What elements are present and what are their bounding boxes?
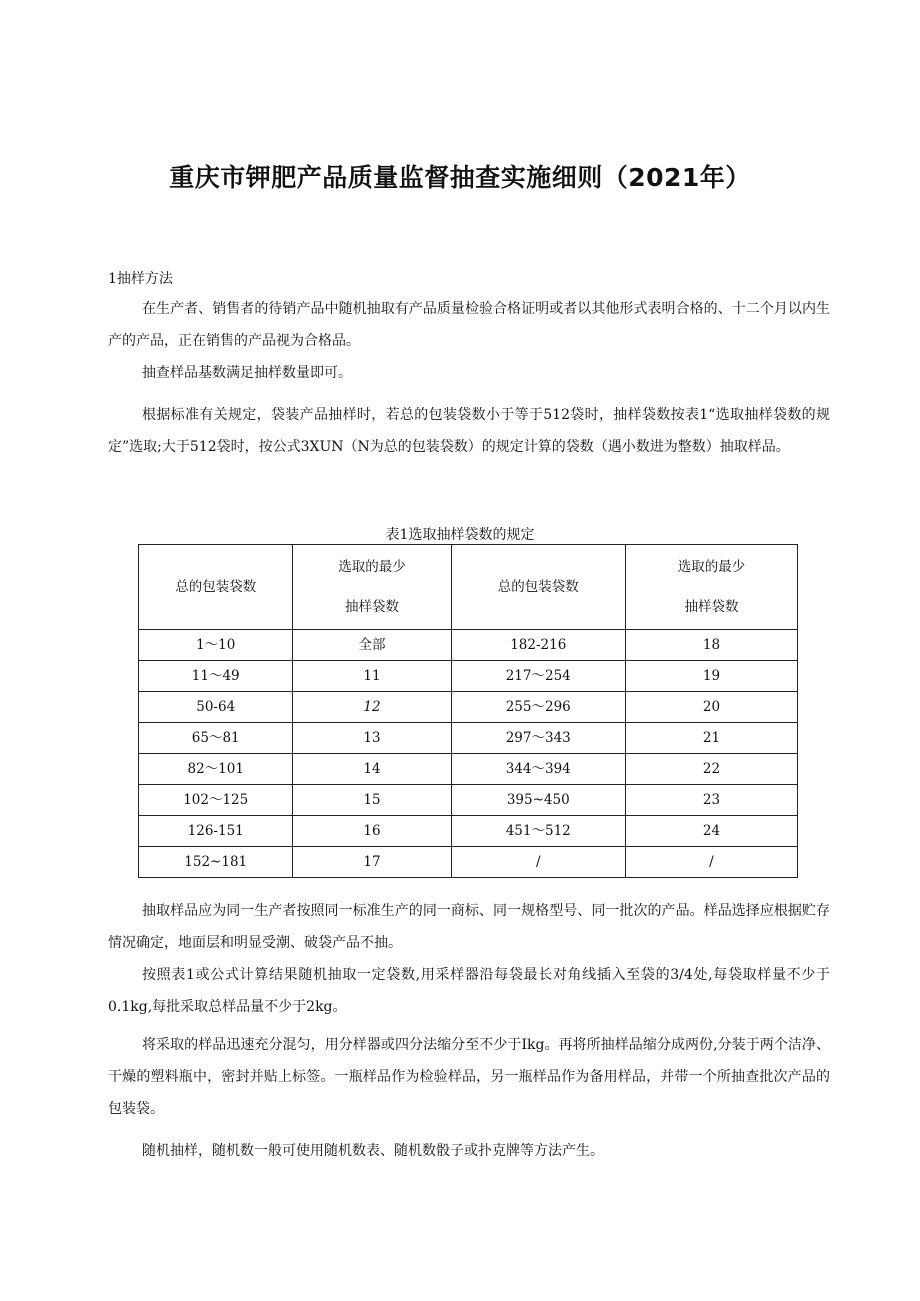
table-header-cell	[139, 545, 293, 630]
table-cell: 255～296	[451, 692, 625, 723]
table-cell: 16	[293, 816, 451, 847]
header-text: 抽样袋数	[684, 599, 739, 615]
header-text: 总的包装袋数	[175, 579, 257, 595]
table-cell: 297～343	[451, 723, 625, 754]
table-cell: 11～49	[139, 661, 293, 692]
header-text: 选取的最少	[338, 559, 406, 575]
table-cell: /	[625, 847, 797, 878]
table-caption: 表1选取抽样袋数的规定	[385, 527, 535, 543]
paragraph: 抽查样品基数满足抽样数量即可。	[142, 365, 352, 381]
table-cell: 451～512	[451, 816, 625, 847]
table-cell: 50-64	[139, 692, 293, 723]
paragraph: 将采取的样品迅速充分混匀，用分样器或四分法缩分至不少于Ikg。再将所抽样品缩分成两份,分装于两个洁净、干燥的塑料瓶中，密封并贴上标签。一瓶样品作为检验样品，另一瓶样品作为备用样品，并带一个所抽查批次产品的包装袋。	[108, 1037, 830, 1117]
paragraph: 随机抽样，随机数一般可使用随机数表、随机数骰子或扑克牌等方法产生。	[142, 1143, 604, 1159]
table-cell: /	[451, 847, 625, 878]
table-cell: 15	[293, 785, 451, 816]
table-cell: 102～125	[139, 785, 293, 816]
table-cell: 11	[293, 661, 451, 692]
table-cell: 152~181	[139, 847, 293, 878]
table-cell: 19	[625, 661, 797, 692]
table-cell: 344～394	[451, 754, 625, 785]
paragraph: 抽取样品应为同一生产者按照同一标准生产的同一商标、同一规格型号、同一批次的产品。样品选择应根据贮存情况确定，地面层和明显受潮、破袋产品不抽。	[108, 903, 830, 951]
table-cell: 全部	[293, 630, 451, 661]
table-cell: 12	[293, 692, 451, 723]
table-cell: 217～254	[451, 661, 625, 692]
sampling-table	[138, 544, 798, 878]
table-row	[139, 847, 798, 878]
table-header-cell	[451, 545, 625, 630]
table-row	[139, 754, 798, 785]
table-cell: 23	[625, 785, 797, 816]
table-cell: 82～101	[139, 754, 293, 785]
table-cell: 395~450	[451, 785, 625, 816]
table-cell: 126-151	[139, 816, 293, 847]
paragraph: 在生产者、销售者的待销产品中随机抽取有产品质量检验合格证明或者以其他形式表明合格的、十二个月以内生产的产品，正在销售的产品视为合格品。	[108, 301, 830, 349]
paragraph: 根据标准有关规定，袋装产品抽样时，若总的包装袋数小于等于512袋时，抽样袋数按表1“选取抽样袋数的规定”选取;大于512袋时，按公式3XUN（N为总的包装袋数）的规定计算的袋数（遇小数进为整数）抽取样品。	[108, 407, 830, 455]
table-cell: 65～81	[139, 723, 293, 754]
table-header-row	[139, 545, 798, 630]
table-row	[139, 692, 798, 723]
table-cell: 13	[293, 723, 451, 754]
table-cell: 21	[625, 723, 797, 754]
table-cell: 17	[293, 847, 451, 878]
table-cell: 182-216	[451, 630, 625, 661]
header-text: 选取的最少	[677, 559, 746, 575]
table-header-cell	[293, 545, 451, 630]
table-row	[139, 816, 798, 847]
header-text: 抽样袋数	[345, 599, 399, 615]
table-row	[139, 630, 798, 661]
table-row	[139, 661, 798, 692]
document-title: 重庆市钾肥产品质量监督抽查实施细则（2021年）	[169, 163, 751, 192]
table-row	[139, 723, 798, 754]
paragraph: 按照表1或公式计算结果随机抽取一定袋数,用采样器沿每袋最长对角线插入至袋的3/4处,每袋取样量不少于0.1kg,每批采取总样品量不少于2kg。	[108, 967, 830, 1015]
table-header-cell	[625, 545, 797, 630]
table-cell: 18	[625, 630, 797, 661]
table-cell: 22	[625, 754, 797, 785]
section-heading: 1抽样方法	[108, 271, 173, 287]
table-row	[139, 785, 798, 816]
table-cell: 1～10	[139, 630, 293, 661]
table-cell: 14	[293, 754, 451, 785]
table-cell: 24	[625, 816, 797, 847]
table-cell: 20	[625, 692, 797, 723]
header-text: 总的包装袋数	[497, 579, 579, 595]
